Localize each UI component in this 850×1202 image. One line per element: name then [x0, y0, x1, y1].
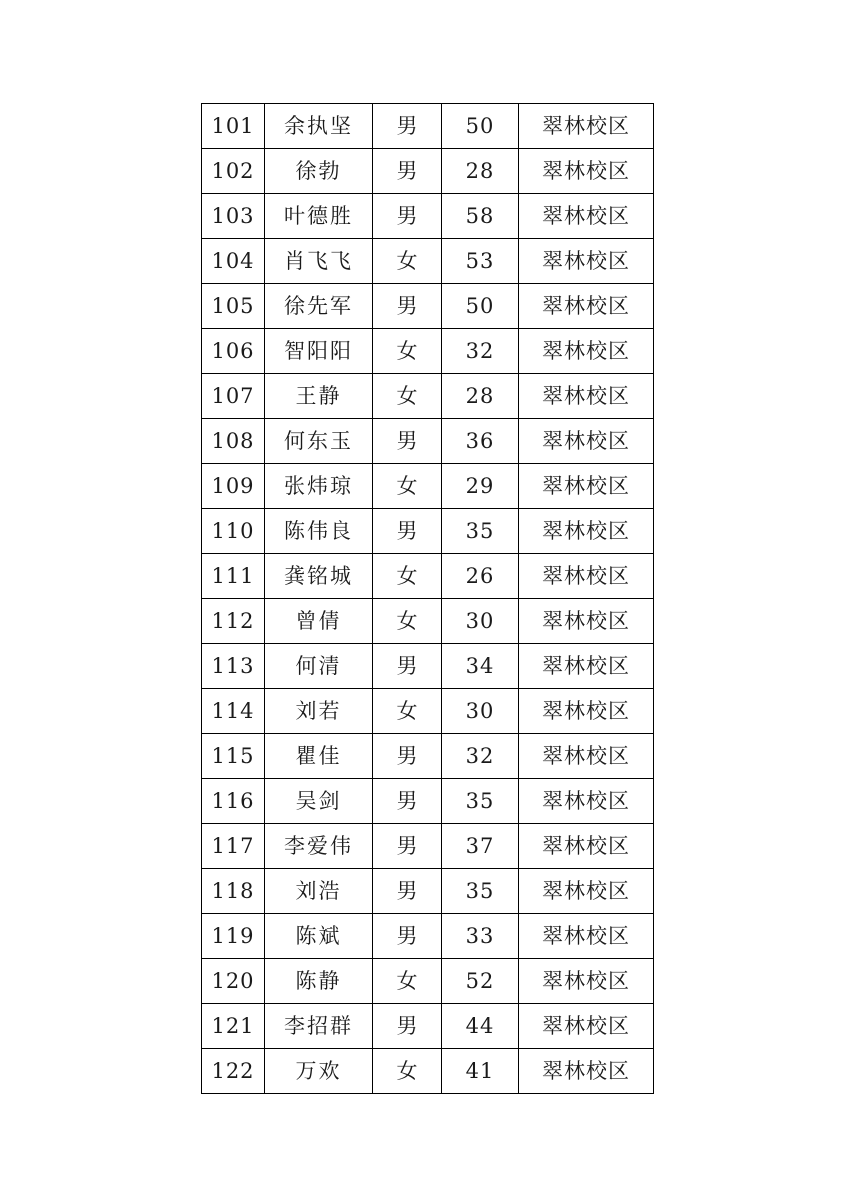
gender-cell: 女 [373, 599, 442, 644]
campus-cell: 翠林校区 [519, 464, 654, 509]
campus-cell: 翠林校区 [519, 914, 654, 959]
gender-cell: 男 [373, 914, 442, 959]
row-number-cell: 101 [202, 104, 265, 149]
age-cell: 30 [442, 599, 519, 644]
table-row [202, 689, 654, 734]
age-cell: 37 [442, 824, 519, 869]
campus-cell: 翠林校区 [519, 869, 654, 914]
table-row [202, 779, 654, 824]
campus-cell: 翠林校区 [519, 689, 654, 734]
name-cell: 何东玉 [265, 419, 373, 464]
campus-cell: 翠林校区 [519, 1049, 654, 1094]
roster-table [201, 103, 654, 1094]
table-row [202, 734, 654, 779]
age-cell: 35 [442, 869, 519, 914]
name-cell: 余执坚 [265, 104, 373, 149]
age-cell: 50 [442, 104, 519, 149]
age-cell: 35 [442, 509, 519, 554]
table-row [202, 104, 654, 149]
campus-cell: 翠林校区 [519, 959, 654, 1004]
row-number-cell: 102 [202, 149, 265, 194]
name-cell: 陈静 [265, 959, 373, 1004]
gender-cell: 男 [373, 1004, 442, 1049]
campus-cell: 翠林校区 [519, 599, 654, 644]
name-cell: 陈斌 [265, 914, 373, 959]
row-number-cell: 111 [202, 554, 265, 599]
gender-cell: 女 [373, 1049, 442, 1094]
row-number-cell: 113 [202, 644, 265, 689]
name-cell: 叶德胜 [265, 194, 373, 239]
row-number-cell: 103 [202, 194, 265, 239]
age-cell: 32 [442, 734, 519, 779]
table-row [202, 599, 654, 644]
row-number-cell: 122 [202, 1049, 265, 1094]
table-row [202, 1004, 654, 1049]
table-row [202, 419, 654, 464]
row-number-cell: 120 [202, 959, 265, 1004]
age-cell: 32 [442, 329, 519, 374]
age-cell: 29 [442, 464, 519, 509]
gender-cell: 女 [373, 464, 442, 509]
campus-cell: 翠林校区 [519, 779, 654, 824]
campus-cell: 翠林校区 [519, 509, 654, 554]
age-cell: 30 [442, 689, 519, 734]
age-cell: 36 [442, 419, 519, 464]
row-number-cell: 119 [202, 914, 265, 959]
name-cell: 吴剑 [265, 779, 373, 824]
name-cell: 李招群 [265, 1004, 373, 1049]
table-row [202, 824, 654, 869]
campus-cell: 翠林校区 [519, 194, 654, 239]
gender-cell: 男 [373, 779, 442, 824]
gender-cell: 女 [373, 374, 442, 419]
table-row [202, 374, 654, 419]
campus-cell: 翠林校区 [519, 104, 654, 149]
campus-cell: 翠林校区 [519, 824, 654, 869]
table-row [202, 464, 654, 509]
age-cell: 34 [442, 644, 519, 689]
campus-cell: 翠林校区 [519, 374, 654, 419]
campus-cell: 翠林校区 [519, 1004, 654, 1049]
gender-cell: 男 [373, 644, 442, 689]
name-cell: 肖飞飞 [265, 239, 373, 284]
table-row [202, 194, 654, 239]
name-cell: 智阳阳 [265, 329, 373, 374]
name-cell: 刘浩 [265, 869, 373, 914]
row-number-cell: 114 [202, 689, 265, 734]
campus-cell: 翠林校区 [519, 554, 654, 599]
table-row [202, 149, 654, 194]
gender-cell: 女 [373, 959, 442, 1004]
age-cell: 28 [442, 374, 519, 419]
row-number-cell: 117 [202, 824, 265, 869]
age-cell: 33 [442, 914, 519, 959]
row-number-cell: 116 [202, 779, 265, 824]
age-cell: 50 [442, 284, 519, 329]
campus-cell: 翠林校区 [519, 239, 654, 284]
row-number-cell: 104 [202, 239, 265, 284]
row-number-cell: 112 [202, 599, 265, 644]
roster-table-body [202, 104, 654, 1094]
age-cell: 58 [442, 194, 519, 239]
age-cell: 52 [442, 959, 519, 1004]
gender-cell: 女 [373, 239, 442, 284]
gender-cell: 男 [373, 869, 442, 914]
row-number-cell: 118 [202, 869, 265, 914]
row-number-cell: 107 [202, 374, 265, 419]
name-cell: 张炜琼 [265, 464, 373, 509]
gender-cell: 女 [373, 554, 442, 599]
table-row [202, 329, 654, 374]
table-row [202, 869, 654, 914]
campus-cell: 翠林校区 [519, 329, 654, 374]
campus-cell: 翠林校区 [519, 149, 654, 194]
row-number-cell: 115 [202, 734, 265, 779]
table-row [202, 914, 654, 959]
campus-cell: 翠林校区 [519, 419, 654, 464]
name-cell: 曾倩 [265, 599, 373, 644]
gender-cell: 女 [373, 329, 442, 374]
age-cell: 35 [442, 779, 519, 824]
gender-cell: 男 [373, 824, 442, 869]
gender-cell: 男 [373, 419, 442, 464]
age-cell: 26 [442, 554, 519, 599]
gender-cell: 女 [373, 689, 442, 734]
table-row [202, 554, 654, 599]
table-row [202, 509, 654, 554]
campus-cell: 翠林校区 [519, 644, 654, 689]
name-cell: 何清 [265, 644, 373, 689]
name-cell: 徐勃 [265, 149, 373, 194]
table-row [202, 239, 654, 284]
name-cell: 陈伟良 [265, 509, 373, 554]
gender-cell: 男 [373, 509, 442, 554]
age-cell: 41 [442, 1049, 519, 1094]
row-number-cell: 106 [202, 329, 265, 374]
name-cell: 瞿佳 [265, 734, 373, 779]
name-cell: 刘若 [265, 689, 373, 734]
name-cell: 龚铭城 [265, 554, 373, 599]
gender-cell: 男 [373, 734, 442, 779]
campus-cell: 翠林校区 [519, 284, 654, 329]
row-number-cell: 109 [202, 464, 265, 509]
name-cell: 万欢 [265, 1049, 373, 1094]
name-cell: 王静 [265, 374, 373, 419]
campus-cell: 翠林校区 [519, 734, 654, 779]
row-number-cell: 110 [202, 509, 265, 554]
row-number-cell: 108 [202, 419, 265, 464]
gender-cell: 男 [373, 194, 442, 239]
age-cell: 28 [442, 149, 519, 194]
age-cell: 44 [442, 1004, 519, 1049]
table-row [202, 1049, 654, 1094]
gender-cell: 男 [373, 104, 442, 149]
table-row [202, 284, 654, 329]
row-number-cell: 105 [202, 284, 265, 329]
table-row [202, 959, 654, 1004]
row-number-cell: 121 [202, 1004, 265, 1049]
gender-cell: 男 [373, 149, 442, 194]
gender-cell: 男 [373, 284, 442, 329]
name-cell: 徐先军 [265, 284, 373, 329]
age-cell: 53 [442, 239, 519, 284]
name-cell: 李爱伟 [265, 824, 373, 869]
table-row [202, 644, 654, 689]
